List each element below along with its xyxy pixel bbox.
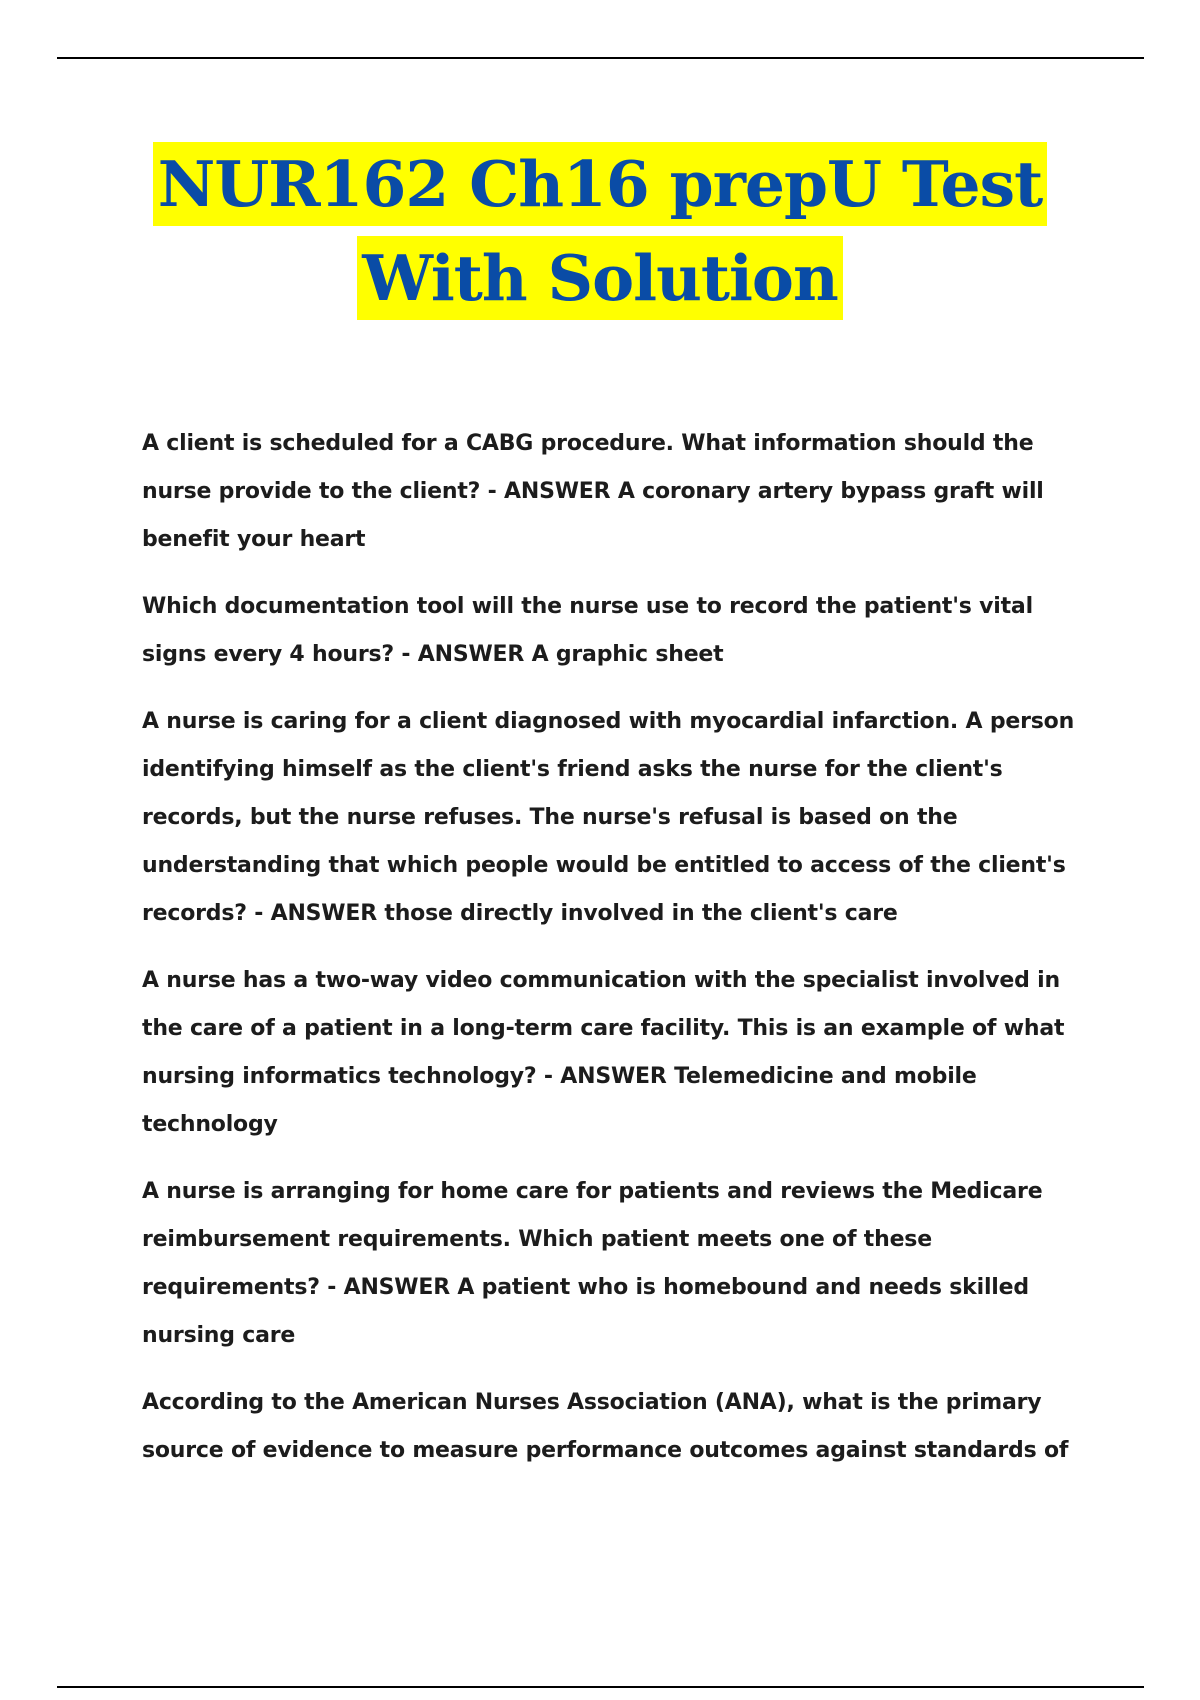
qa-item: A nurse is caring for a client diagnosed with myocardial infarction. A person identifying himself as the client's friend asks the nurse for the client's records, but the nurse refuses. The nurse's refusal is based on the understanding that which people would be entitled to access of the client's records? - ANSWER those directly involved in the client's care	[142, 709, 1075, 926]
title-line-1: NUR162 Ch16 prepU Test	[153, 142, 1047, 226]
qa-item: A nurse has a two-way video communication with the specialist involved in the care of a patient in a long-term care facility. This is an example of what nursing informatics technology? - ANSWER Telemedicine and mobile technology	[142, 968, 1065, 1137]
qa-item: A nurse is arranging for home care for patients and reviews the Medicare reimbursement requirements. Which patient meets one of these requirements? - ANSWER A patient who is homebound and needs skilled nursing care	[142, 1179, 1043, 1348]
document-title	[0, 142, 1200, 320]
top-rule	[57, 57, 1144, 59]
qa-item: A client is scheduled for a CABG procedure. What information should the nurse provide to the client? - ANSWER A coronary artery bypass graft will benefit your heart	[142, 431, 1044, 552]
qa-item: Which documentation tool will the nurse use to record the patient's vital signs every 4 hours? - ANSWER A graphic sheet	[142, 594, 1033, 667]
qa-list	[142, 420, 1082, 1494]
bottom-rule	[57, 1686, 1144, 1688]
title-line-2: With Solution	[357, 236, 843, 320]
qa-item: According to the American Nurses Association (ANA), what is the primary source of evidence to measure performance outcomes against standards of	[142, 1390, 1069, 1463]
